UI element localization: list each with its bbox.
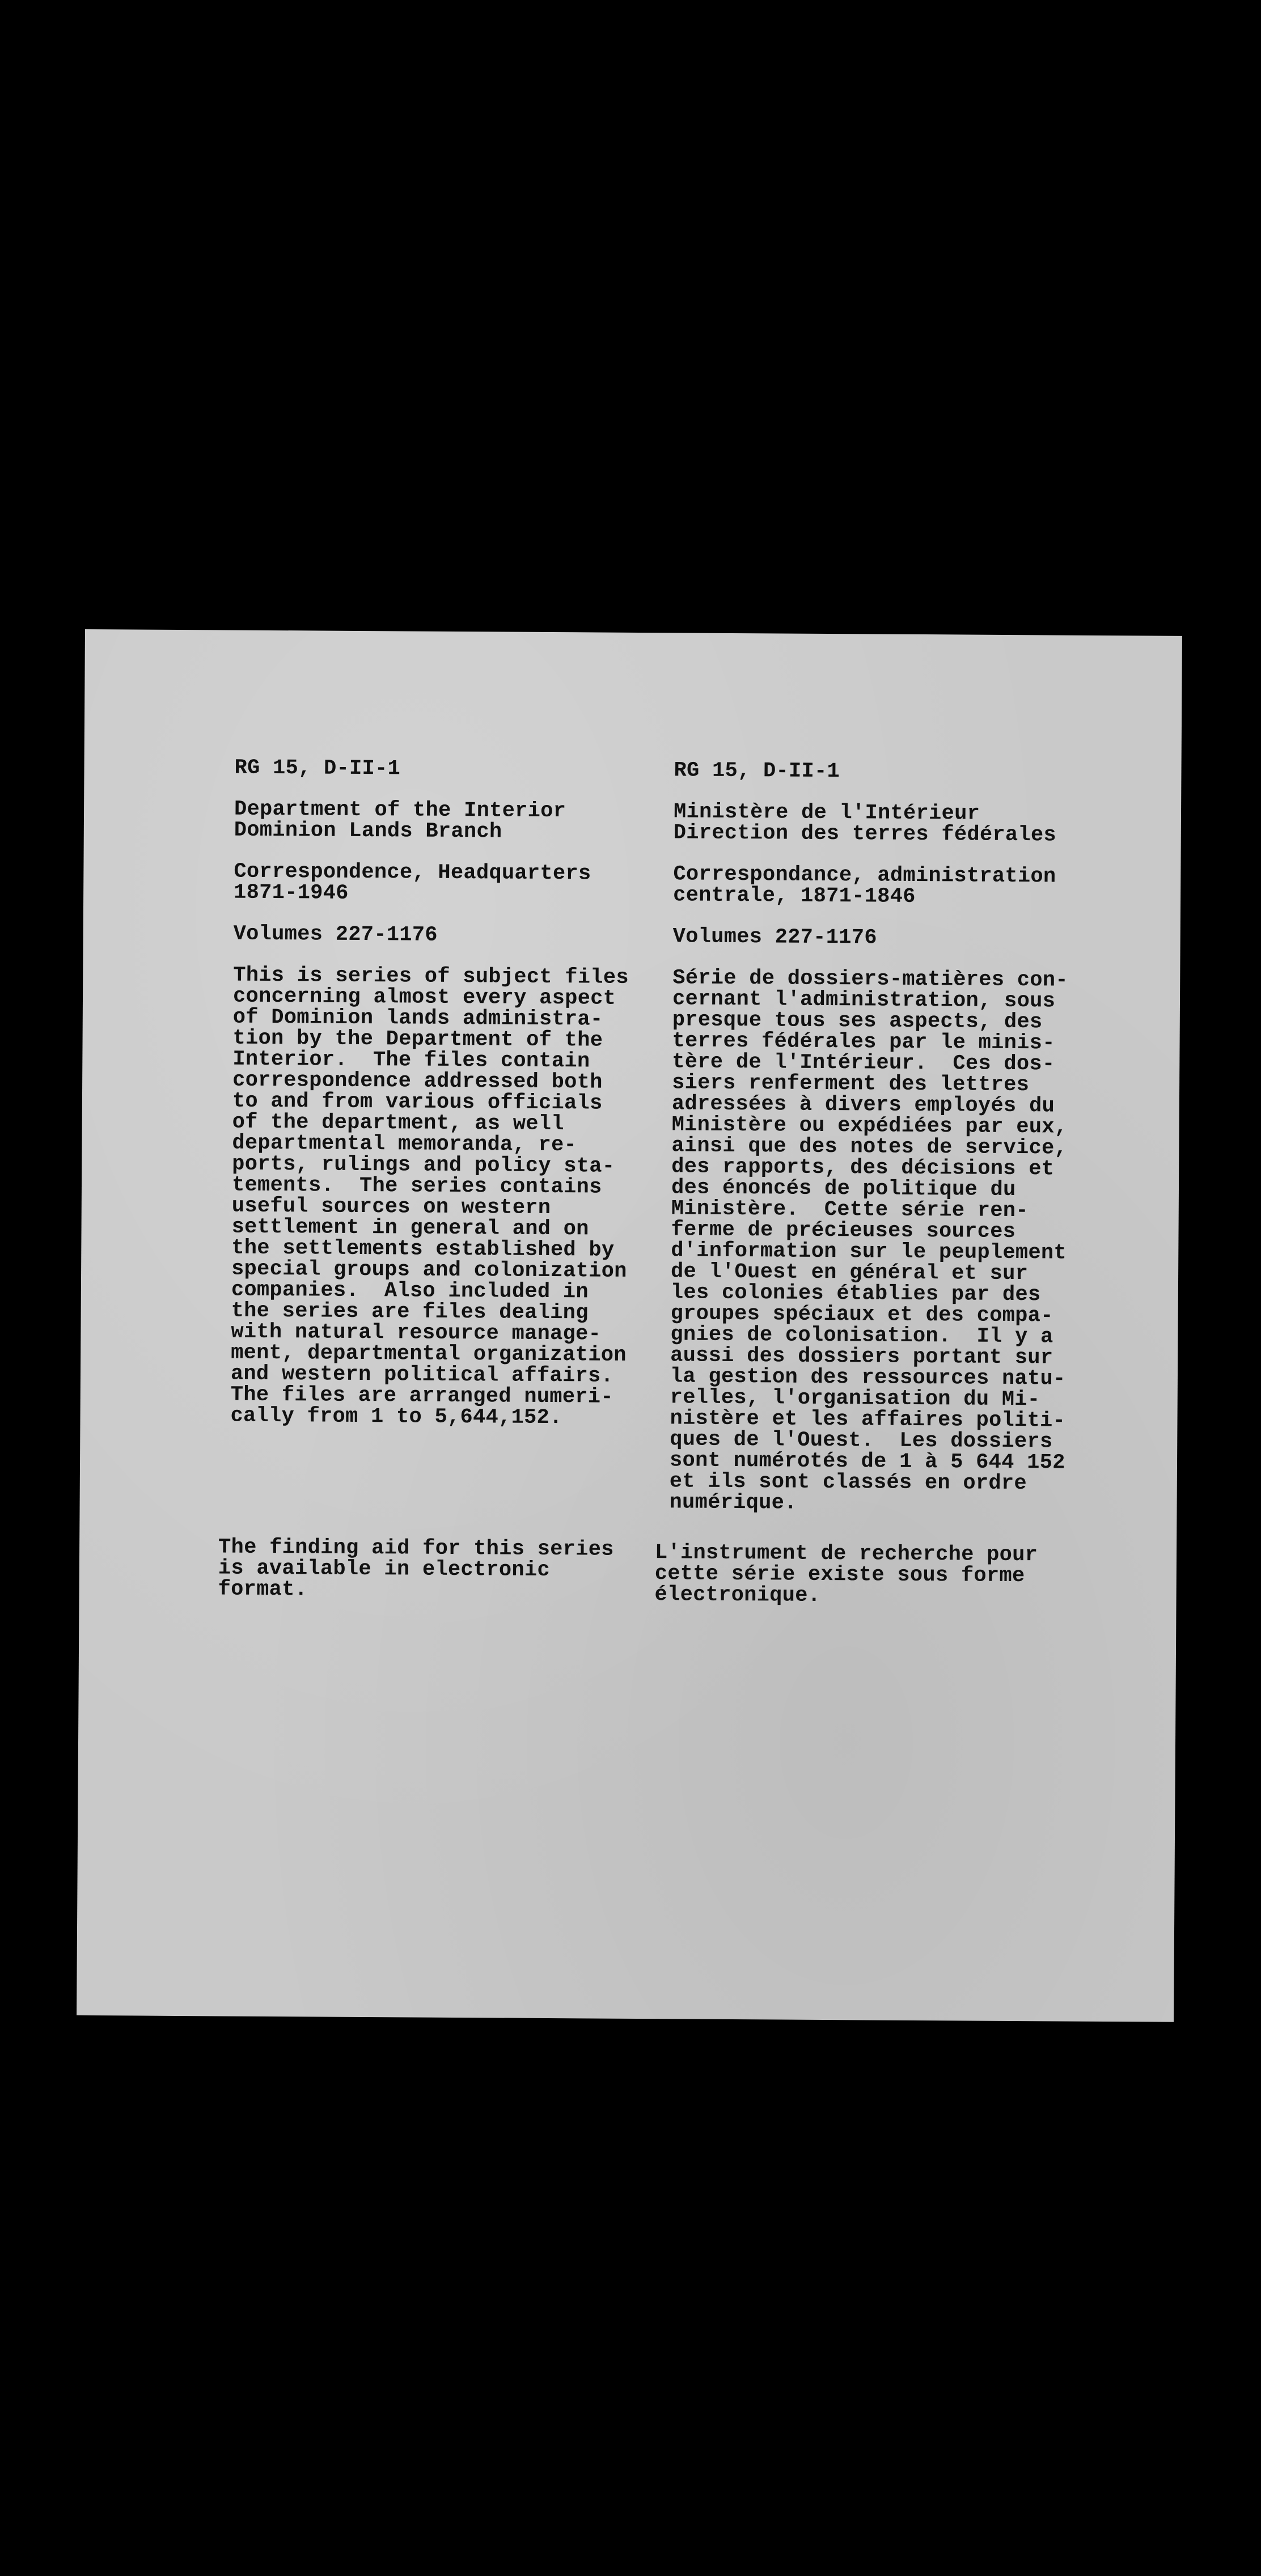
- text-line: the settlements established by: [231, 1236, 615, 1262]
- text-line: ainsi que des notes de service,: [671, 1134, 1068, 1160]
- text-line: Ministère ou expédiées par eux,: [671, 1113, 1068, 1139]
- finding-aid-note: [218, 1537, 616, 1602]
- text-line: The finding aid for this series: [218, 1535, 614, 1562]
- text-line: gnies de colonisation. Il y a: [670, 1323, 1053, 1349]
- text-line: ment, departmental organization: [231, 1341, 627, 1367]
- text-line: concerning almost every aspect: [232, 984, 616, 1011]
- text-line: to and from various officials: [232, 1089, 603, 1116]
- scanned-page: [77, 629, 1182, 2022]
- text-line: tère de l'Intérieur. Ces dos-: [672, 1050, 1055, 1077]
- text-line: departmental memoranda, re-: [232, 1131, 577, 1158]
- text-line: relles, l'organisation du Mi-: [670, 1386, 1040, 1412]
- text-line: L'instrument de recherche pour: [654, 1541, 1038, 1567]
- text-line: des rapports, des décisions et: [671, 1155, 1055, 1181]
- text-line: aussi des dossiers portant sur: [670, 1344, 1053, 1370]
- text-line: the series are files dealing: [231, 1299, 589, 1325]
- text-line: special groups and colonization: [231, 1257, 627, 1283]
- text-line: Ministère. Cette série ren-: [671, 1197, 1029, 1223]
- text-line: nistère et les affaires politi-: [670, 1406, 1066, 1433]
- text-line: numérique.: [669, 1490, 797, 1515]
- text-line: de l'Ouest en général et sur: [670, 1260, 1029, 1286]
- text-line: des énoncés de politique du: [671, 1176, 1016, 1202]
- text-line: terres fédérales par le minis-: [672, 1029, 1055, 1056]
- text-line: settlement in general and on: [231, 1215, 589, 1242]
- text-line: useful sources on western: [231, 1194, 551, 1221]
- text-line: siers renferment des lettres: [672, 1071, 1030, 1098]
- text-line: and western political affairs.: [230, 1362, 614, 1388]
- english-column: [230, 756, 629, 1430]
- reference-number: RG 15, D-II-1: [674, 759, 840, 784]
- volumes-range: Volumes 227-1176: [672, 925, 877, 950]
- finding-aid-note: [654, 1543, 1074, 1608]
- text-line: The files are arranged numeri-: [230, 1383, 613, 1409]
- department-heading: Department of the Interior Dominion Lands Branch: [234, 797, 566, 844]
- text-line: of Dominion lands administra-: [232, 1005, 603, 1032]
- text-line: with natural resource manage-: [231, 1320, 602, 1346]
- text-line: cernant l'administration, sous: [672, 987, 1056, 1014]
- text-line: Interior. The files contain: [232, 1047, 590, 1074]
- text-line: format.: [218, 1577, 308, 1602]
- volumes-range: Volumes 227-1176: [233, 922, 438, 947]
- text-line: groupes spéciaux et des compa-: [670, 1302, 1053, 1328]
- text-line: et ils sont classés en ordre: [669, 1469, 1027, 1496]
- series-description: [230, 963, 629, 1430]
- text-line: les colonies établies par des: [670, 1281, 1041, 1307]
- text-line: sont numérotés de 1 à 5 644 152: [669, 1448, 1065, 1475]
- text-line: correspondence addressed both: [232, 1068, 603, 1095]
- series-description: [669, 968, 1075, 1515]
- text-line: tion by the Department of the: [232, 1026, 603, 1053]
- text-line: of the department, as well: [232, 1110, 564, 1137]
- text-line: ferme de précieuses sources: [671, 1218, 1016, 1244]
- text-line: électronique.: [654, 1583, 821, 1608]
- text-line: companies. Also included in: [231, 1278, 589, 1304]
- text-line: d'information sur le peuplement: [671, 1239, 1067, 1265]
- text-line: cette série existe sous forme: [654, 1562, 1025, 1588]
- text-line: ports, rulings and policy sta-: [232, 1152, 615, 1179]
- text-line: adressées à divers employés du: [671, 1092, 1055, 1118]
- text-line: cally from 1 to 5,644,152.: [230, 1404, 562, 1430]
- text-line: Série de dossiers-matières con-: [672, 966, 1069, 993]
- department-heading: Ministère de l'Intérieur Direction des terres fédérales: [673, 800, 1057, 848]
- text-line: This is series of subject files: [233, 963, 629, 990]
- text-line: la gestion des ressources natu-: [670, 1365, 1066, 1391]
- text-line: ques de l'Ouest. Les dossiers: [670, 1427, 1053, 1454]
- series-title: Correspondance, administration centrale, 1871-1846: [673, 862, 1056, 909]
- text-line: presque tous ses aspects, des: [672, 1008, 1043, 1035]
- text-line: tements. The series contains: [231, 1173, 602, 1200]
- french-column: [669, 760, 1076, 1515]
- series-title: Correspondence, Headquarters 1871-1946: [234, 859, 591, 905]
- text-line: is available in electronic: [218, 1556, 551, 1583]
- reference-number: RG 15, D-II-1: [234, 756, 401, 781]
